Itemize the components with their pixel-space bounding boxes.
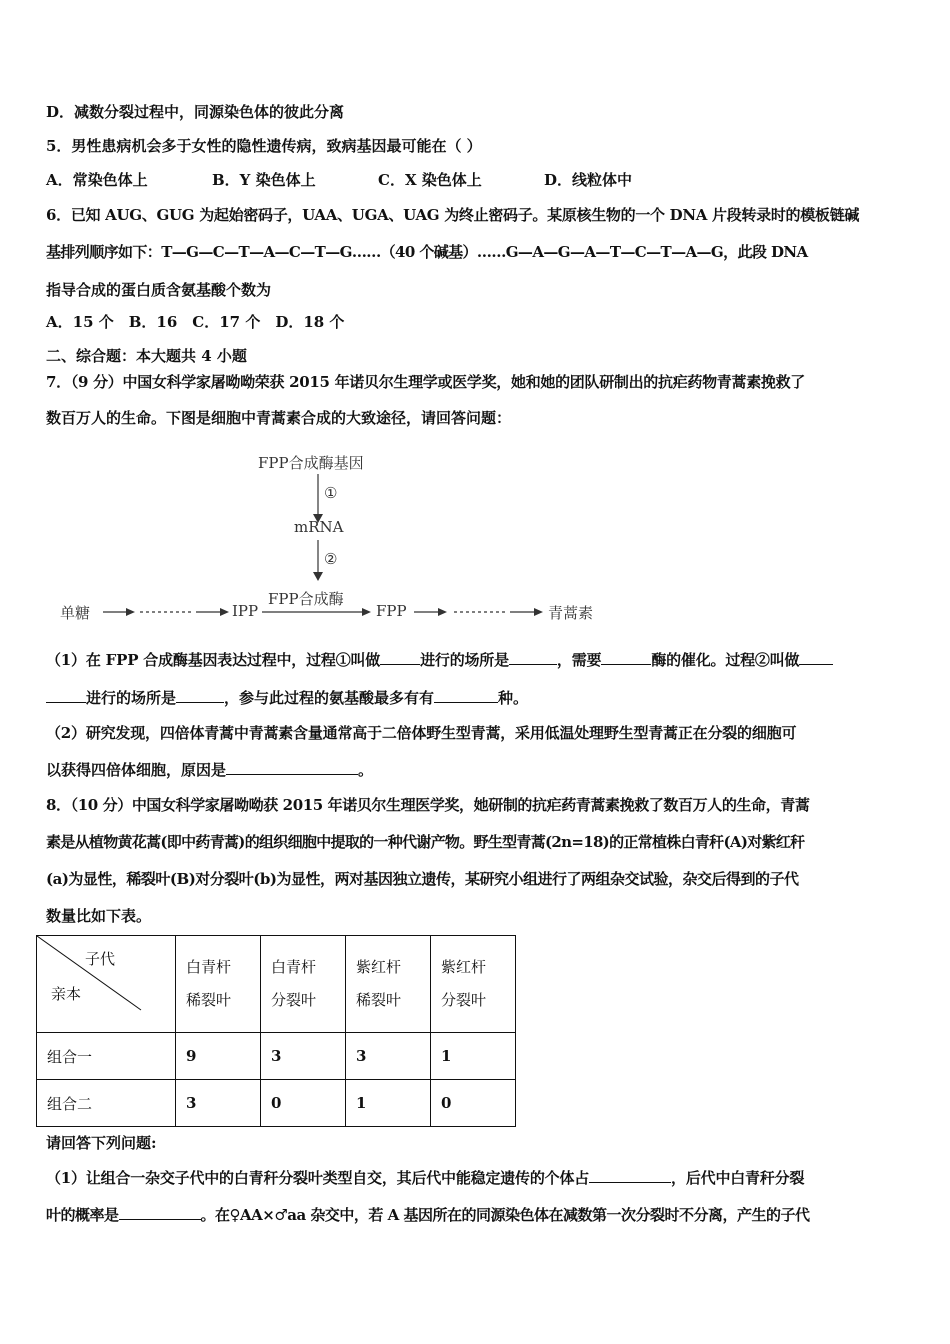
step-2-label: ② [324, 550, 338, 568]
question-7-sub-1-line-1 [46, 650, 833, 670]
text: （1）在 FPP 合成酶基因表达过程中，过程①叫做 [46, 651, 381, 669]
corner-top-label: 子代 [84, 950, 115, 968]
table-cell: 0 [261, 1080, 346, 1127]
sugar-label: 单糖 [60, 604, 91, 622]
question-5: 5．男性患病机会多于女性的隐性遗传病，致病基因最可能在（ ） [46, 137, 482, 155]
mrna-label: mRNA [294, 518, 344, 536]
question-6-options: A．15 个 B．16 C．17 个 D．18 个 [46, 313, 345, 331]
header-cell: 白青杆 分裂叶 [261, 936, 346, 1033]
text: 。 [358, 761, 374, 779]
question-5-options [46, 170, 632, 190]
table-cell: 9 [176, 1033, 261, 1080]
text: ，需要 [556, 651, 602, 669]
blank [434, 688, 498, 703]
text: 进行的场所是 [86, 689, 177, 707]
question-8-line-1: 8．（10 分）中国女科学家屠呦呦获 2015 年诺贝尔生理医学奖，她研制的抗疟药青蒿素挽救了数百万人的生命，青蒿 [46, 796, 810, 814]
question-7-line-1: 7．（9 分）中国女科学家屠呦呦荣获 2015 年诺贝尔生理学或医学奖，她和她的团队研制出的抗疟药物青蒿素挽救了 [46, 373, 805, 391]
option-d: D．线粒体中 [544, 171, 633, 189]
section-heading: 二、综合题：本大题共 4 小题 [46, 347, 247, 365]
table-cell: 3 [261, 1033, 346, 1080]
product-label: 青蒿素 [548, 604, 594, 622]
text: 酶的催化。过程②叫做 [651, 651, 800, 669]
question-6-line-3: 指导合成的蛋白质含氨基酸个数为 [46, 281, 272, 299]
header-cell: 紫红杆 稀裂叶 [346, 936, 431, 1033]
enzyme-label: FPP合成酶 [268, 590, 344, 608]
question-8-sub-1-line-2 [46, 1205, 810, 1225]
blank [380, 650, 420, 665]
pathway-arrows [0, 600, 950, 624]
blank [799, 650, 833, 665]
question-7-sub-2-line-2 [46, 760, 373, 780]
option-c: C．X 染色体上 [378, 171, 482, 189]
text: 种。 [498, 689, 529, 707]
header-cell: 紫红杆 分裂叶 [431, 936, 516, 1033]
question-7-sub-2-line-1: （2）研究发现，四倍体青蒿中青蒿素含量通常高于二倍体野生型青蒿，采用低温处理野生型青蒿正在分裂的细胞可 [46, 724, 797, 742]
row-label: 组合二 [37, 1080, 176, 1127]
blank [176, 688, 224, 703]
table-row [37, 1033, 516, 1080]
question-6-line-2: 基排列顺序如下：T—G—C—T—A—C—T—G……（40 个碱基）……G—A—G—A—T—C—T—A—G，此段 DNA [46, 243, 808, 261]
blank [119, 1205, 201, 1220]
option-b: B．Y 染色体上 [212, 171, 316, 189]
gene-label: FPP合成酶基因 [258, 454, 364, 472]
text: 叶的概率是 [46, 1206, 119, 1224]
table-cell: 1 [431, 1033, 516, 1080]
text: 进行的场所是 [420, 651, 509, 669]
table-row [37, 1080, 516, 1127]
table-cell: 0 [431, 1080, 516, 1127]
header-cell: 白青杆 稀裂叶 [176, 936, 261, 1033]
row-label: 组合一 [37, 1033, 176, 1080]
question-8-sub-1-line-1 [46, 1168, 804, 1188]
blank [226, 760, 358, 775]
blank [509, 650, 557, 665]
blank [589, 1168, 671, 1183]
table-cell: 3 [176, 1080, 261, 1127]
text: 以获得四倍体细胞，原因是 [46, 761, 227, 779]
blank [601, 650, 651, 665]
corner-bottom-label: 亲本 [51, 985, 82, 1003]
table-corner-cell [37, 936, 176, 1033]
table-cell: 3 [346, 1033, 431, 1080]
blank [46, 688, 86, 703]
text: 。在♀AA×♂aa 杂交中，若 A 基因所在的同源染色体在减数第一次分裂时不分离，产生的子代 [200, 1206, 810, 1224]
text: ，后代中白青秆分裂 [671, 1169, 805, 1187]
option-a: A．常染色体上 [46, 171, 148, 189]
question-6-line-1: 6．已知 AUG、GUG 为起始密码子，UAA、UGA、UAG 为终止密码子。某原核生物的一个 DNA 片段转录时的模板链碱 [46, 206, 860, 224]
fpp-label: FPP [376, 602, 407, 620]
text: （1）让组合一杂交子代中的白青秆分裂叶类型自交，其后代中能稳定遗传的个体占 [46, 1169, 590, 1187]
text: ，参与此过程的氨基酸最多有有 [224, 689, 435, 707]
option-d-line: D．减数分裂过程中，同源染色体的彼此分离 [46, 103, 345, 121]
pathway-diagram [0, 440, 950, 640]
cross-results-table [36, 935, 516, 1127]
question-7-line-2: 数百万人的生命。下图是细胞中青蒿素合成的大致途径，请回答问题： [46, 409, 512, 427]
question-7-sub-1-line-2 [46, 688, 528, 708]
after-table-prompt: 请回答下列问题: [46, 1134, 157, 1152]
ipp-label: IPP [232, 602, 259, 620]
question-8-line-3: (a)为显性，稀裂叶(B)对分裂叶(b)为显性，两对基因独立遗传，某研究小组进行了两组杂交试验，杂交后得到的子代 [46, 870, 799, 888]
step-1-label: ① [324, 484, 338, 502]
question-8-line-4: 数量比如下表。 [46, 907, 152, 925]
table-cell: 1 [346, 1080, 431, 1127]
question-8-line-2: 素是从植物黄花蒿(即中药青蒿)的组织细胞中提取的一种代谢产物。野生型青蒿(2n=18)的正常植株白青秆(A)对紫红秆 [46, 833, 805, 851]
